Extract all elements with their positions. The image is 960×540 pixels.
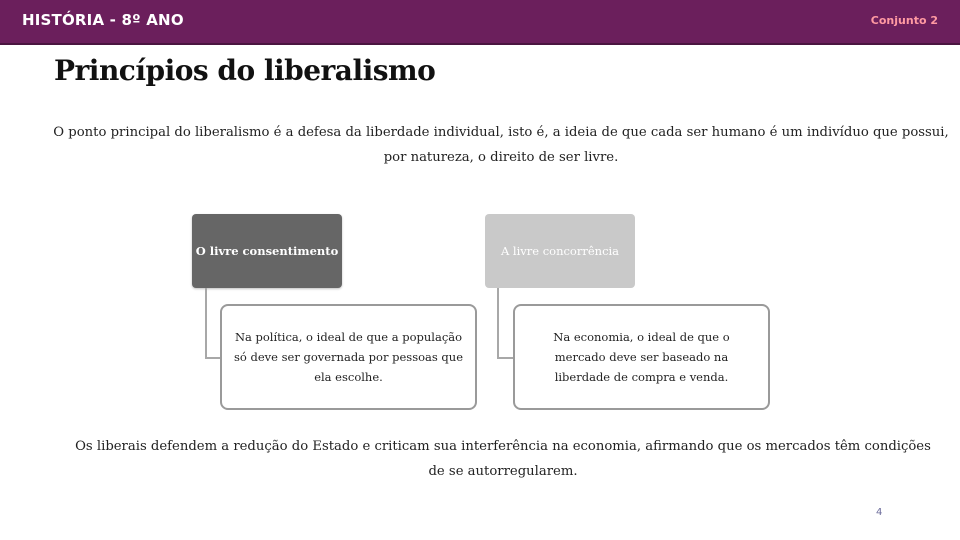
intro-paragraph: O ponto principal do liberalismo é a defesa da liberdade individual, isto é, a ideia de que cada ser humano é um indivíduo que possui, por natureza, o direito de ser livre. bbox=[53, 125, 949, 165]
page-title: Princípios do liberalismo bbox=[54, 54, 436, 87]
connector-line-right bbox=[497, 288, 499, 358]
connector-line-right-h bbox=[497, 357, 514, 359]
conclusion-paragraph: Os liberais defendem a redução do Estado e criticam sua interferência na economia, afirmando que os mercados têm condições de se autorregularem. bbox=[75, 439, 931, 479]
concept-box-free-consent bbox=[192, 214, 342, 288]
header-bar bbox=[0, 0, 960, 45]
description-box-free-competition bbox=[513, 304, 770, 410]
concept-label: O livre consentimento bbox=[195, 244, 339, 258]
set-label: Conjunto 2 bbox=[870, 14, 938, 27]
description-text: Na política, o ideal de que a população só deve ser governada por pessoas que ela escolhe. bbox=[234, 330, 464, 384]
description-text: Na economia, o ideal de que o mercado deve ser baseado na liberdade de compra e venda. bbox=[553, 330, 730, 384]
subject-title: HISTÓRIA - 8º ANO bbox=[22, 11, 184, 29]
description-box-free-consent bbox=[220, 304, 477, 410]
connector-line-left-h bbox=[205, 357, 221, 359]
page-number: 4 bbox=[876, 507, 883, 518]
concept-label: A livre concorrência bbox=[500, 244, 620, 258]
concept-box-free-competition bbox=[485, 214, 635, 288]
connector-line-left bbox=[205, 288, 207, 358]
